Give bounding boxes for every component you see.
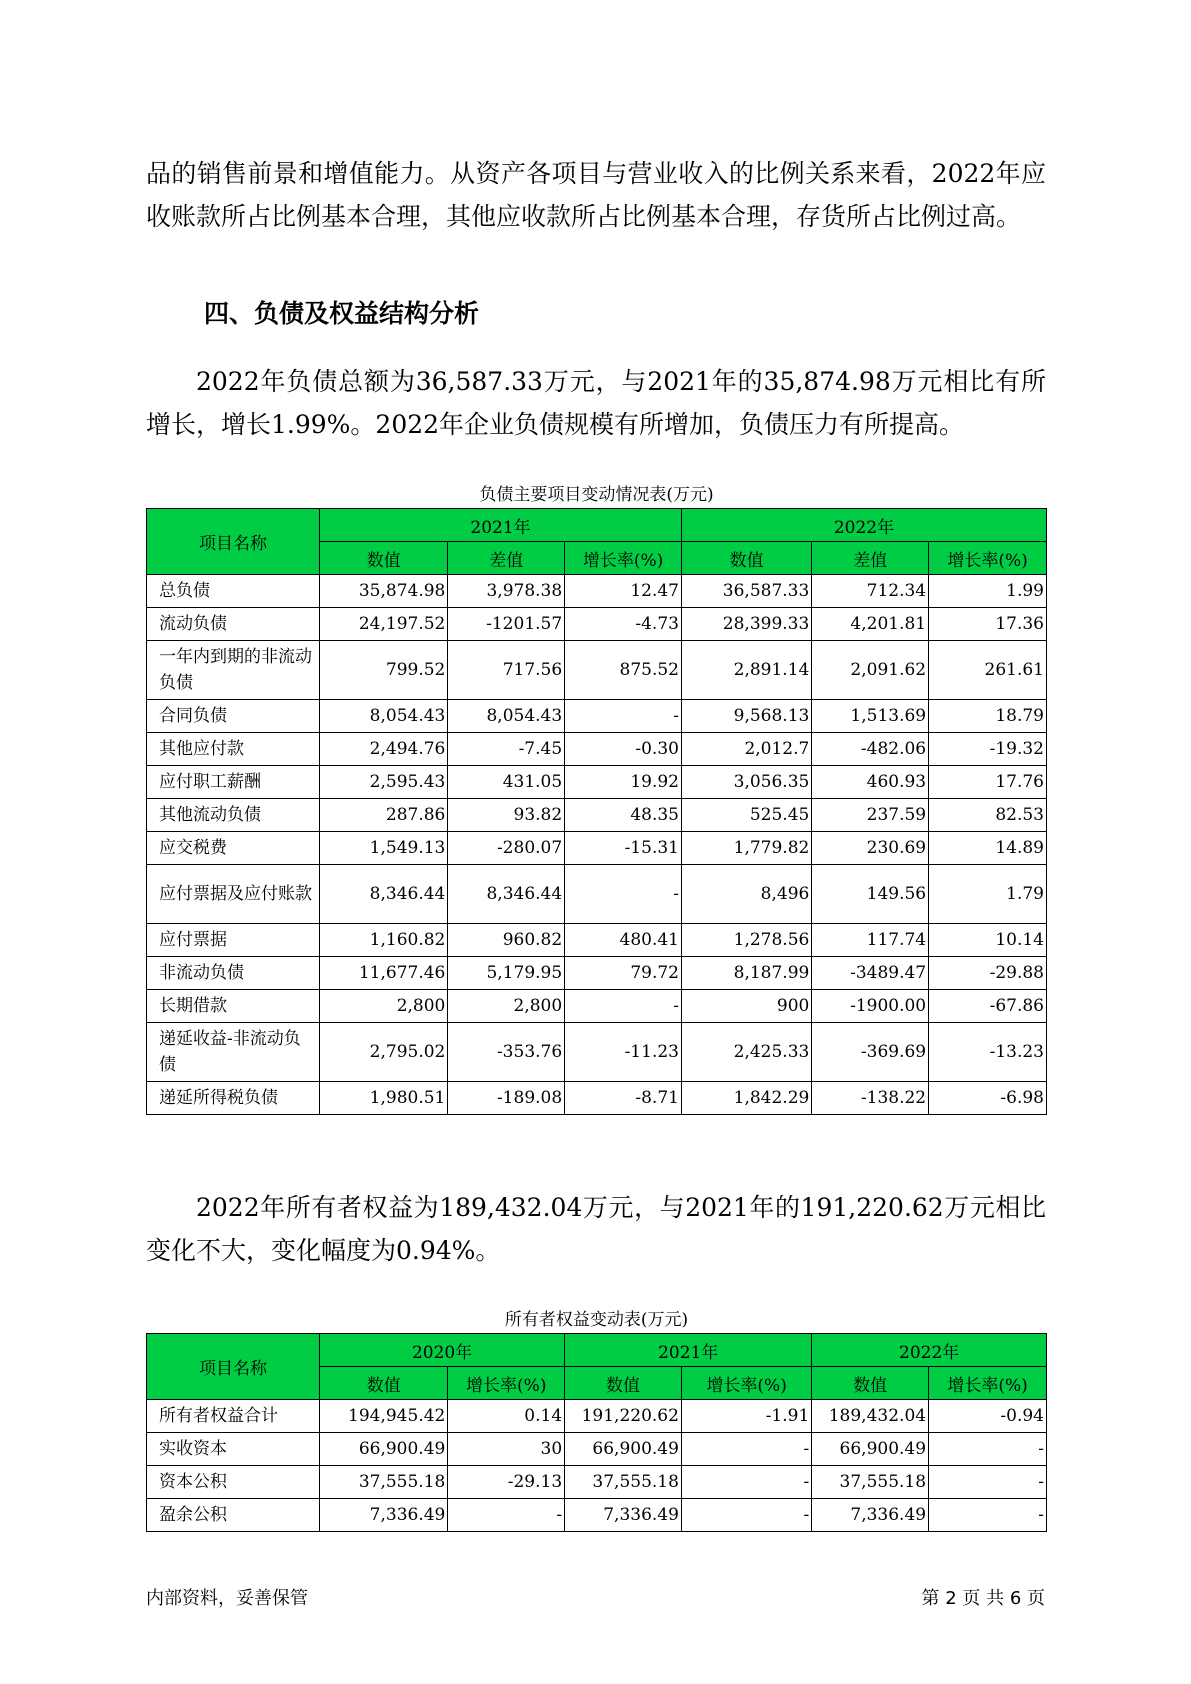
liability-year-header: 2022年 [681, 509, 1046, 542]
liability-cell: 2,425.33 [681, 1023, 811, 1082]
liability-table-row [147, 924, 1047, 957]
liability-cell: -67.86 [929, 990, 1047, 1023]
liability-cell: -0.30 [565, 733, 682, 766]
liability-cell: -138.22 [812, 1082, 929, 1115]
liability-cell: 24,197.52 [320, 608, 448, 641]
liability-cell: 1.99 [929, 575, 1047, 608]
liability-table-row [147, 608, 1047, 641]
equity-row-name: 所有者权益合计 [147, 1400, 320, 1433]
liability-cell: 12.47 [565, 575, 682, 608]
liability-table [146, 508, 1047, 1115]
liability-cell: - [565, 865, 682, 924]
liability-cell: 480.41 [565, 924, 682, 957]
equity-row-name: 盈余公积 [147, 1499, 320, 1532]
liability-cell: 17.76 [929, 766, 1047, 799]
liability-cell: 18.79 [929, 700, 1047, 733]
equity-cell: 66,900.49 [320, 1433, 448, 1466]
liability-cell: 2,795.02 [320, 1023, 448, 1082]
liability-cell: 1,513.69 [812, 700, 929, 733]
liability-cell: 4,201.81 [812, 608, 929, 641]
liability-cell: -189.08 [448, 1082, 565, 1115]
liability-cell: 35,874.98 [320, 575, 448, 608]
liability-table-row [147, 799, 1047, 832]
liability-cell: 14.89 [929, 832, 1047, 865]
liability-table-row [147, 865, 1047, 924]
liability-cell: 93.82 [448, 799, 565, 832]
equity-cell: 66,900.49 [812, 1433, 929, 1466]
liability-cell: -8.71 [565, 1082, 682, 1115]
liability-table-row [147, 733, 1047, 766]
liability-row-name: 应付职工薪酬 [147, 766, 320, 799]
equity-cell: 37,555.18 [812, 1466, 929, 1499]
liability-cell: 1,160.82 [320, 924, 448, 957]
liability-cell: -369.69 [812, 1023, 929, 1082]
liability-cell: -3489.47 [812, 957, 929, 990]
liability-cell: 8,346.44 [448, 865, 565, 924]
liability-cell: 900 [681, 990, 811, 1023]
equity-item-header: 项目名称 [147, 1334, 320, 1400]
liability-cell: 2,891.14 [681, 641, 811, 700]
liability-cell: 2,800 [320, 990, 448, 1023]
equity-table-row [147, 1499, 1047, 1532]
liability-table-caption: 负债主要项目变动情况表(万元) [479, 485, 714, 505]
liability-cell: 3,056.35 [681, 766, 811, 799]
liability-table-row [147, 957, 1047, 990]
liability-cell: 8,496 [681, 865, 811, 924]
equity-year-header: 2022年 [812, 1334, 1047, 1367]
liability-cell: -6.98 [929, 1082, 1047, 1115]
liability-cell: -19.32 [929, 733, 1047, 766]
liability-row-name: 合同负债 [147, 700, 320, 733]
liability-cell: 82.53 [929, 799, 1047, 832]
equity-cell: - [681, 1499, 811, 1532]
liability-row-name: 应付票据 [147, 924, 320, 957]
liability-cell: -482.06 [812, 733, 929, 766]
liability-cell: 11,677.46 [320, 957, 448, 990]
liability-cell: 287.86 [320, 799, 448, 832]
liability-cell: -11.23 [565, 1023, 682, 1082]
liability-cell: 230.69 [812, 832, 929, 865]
equity-sub-header: 增长率(%) [448, 1367, 565, 1400]
liability-cell: 36,587.33 [681, 575, 811, 608]
equity-cell: -29.13 [448, 1466, 565, 1499]
liability-sub-header: 数值 [320, 542, 448, 575]
liability-table-row [147, 1023, 1047, 1082]
equity-sub-header: 数值 [320, 1367, 448, 1400]
equity-cell: -0.94 [929, 1400, 1047, 1433]
liability-row-name: 应付票据及应付账款 [147, 865, 320, 924]
equity-cell: 66,900.49 [565, 1433, 682, 1466]
liability-sub-header: 数值 [681, 542, 811, 575]
paragraph-asset-ratio: 品的销售前景和增值能力。从资产各项目与营业收入的比例关系来看，2022年应收账款所占比例基本合理，其他应收款所占比例基本合理，存货所占比例过高。 [146, 159, 1046, 231]
liability-cell: 3,978.38 [448, 575, 565, 608]
equity-row-name: 实收资本 [147, 1433, 320, 1466]
liability-cell: 261.61 [929, 641, 1047, 700]
equity-cell: -1.91 [681, 1400, 811, 1433]
footer-confidential-note: 内部资料，妥善保管 [146, 1588, 308, 1609]
liability-cell: 79.72 [565, 957, 682, 990]
equity-cell: 30 [448, 1433, 565, 1466]
equity-table-row [147, 1466, 1047, 1499]
liability-sub-header: 差值 [448, 542, 565, 575]
liability-cell: 460.93 [812, 766, 929, 799]
equity-cell: 37,555.18 [565, 1466, 682, 1499]
liability-cell: - [565, 700, 682, 733]
liability-row-name: 流动负债 [147, 608, 320, 641]
liability-cell: -15.31 [565, 832, 682, 865]
equity-cell: - [448, 1499, 565, 1532]
liability-cell: 2,800 [448, 990, 565, 1023]
liability-cell: 875.52 [565, 641, 682, 700]
liability-cell: 2,091.62 [812, 641, 929, 700]
liability-cell: -1201.57 [448, 608, 565, 641]
liability-row-name: 递延所得税负债 [147, 1082, 320, 1115]
liability-cell: -7.45 [448, 733, 565, 766]
liability-cell: 19.92 [565, 766, 682, 799]
liability-cell: -4.73 [565, 608, 682, 641]
equity-cell: - [929, 1499, 1047, 1532]
equity-cell: 37,555.18 [320, 1466, 448, 1499]
liability-cell: -1900.00 [812, 990, 929, 1023]
equity-cell: 7,336.49 [565, 1499, 682, 1532]
equity-sub-header: 数值 [565, 1367, 682, 1400]
equity-row-name: 资本公积 [147, 1466, 320, 1499]
liability-cell: 17.36 [929, 608, 1047, 641]
liability-row-name: 非流动负债 [147, 957, 320, 990]
paragraph-liability-summary: 2022年负债总额为36,587.33万元，与2021年的35,874.98万元相比有所增长，增长1.99%。2022年企业负债规模有所增加，负债压力有所提高。 [146, 367, 1046, 439]
liability-cell: 712.34 [812, 575, 929, 608]
liability-cell: - [565, 990, 682, 1023]
liability-table-row [147, 575, 1047, 608]
liability-row-name: 其他流动负债 [147, 799, 320, 832]
paragraph-equity-summary: 2022年所有者权益为189,432.04万元，与2021年的191,220.62万元相比变化不大，变化幅度为0.94%。 [146, 1193, 1046, 1265]
equity-cell: 194,945.42 [320, 1400, 448, 1433]
equity-table [146, 1333, 1047, 1532]
liability-cell: 1,549.13 [320, 832, 448, 865]
equity-table-row [147, 1400, 1047, 1433]
liability-sub-header: 增长率(%) [565, 542, 682, 575]
liability-table-row [147, 1082, 1047, 1115]
equity-cell: 7,336.49 [812, 1499, 929, 1532]
liability-row-name: 长期借款 [147, 990, 320, 1023]
equity-year-header: 2021年 [565, 1334, 812, 1367]
liability-year-header: 2021年 [320, 509, 682, 542]
equity-cell: - [929, 1433, 1047, 1466]
equity-cell: 0.14 [448, 1400, 565, 1433]
equity-cell: - [929, 1466, 1047, 1499]
equity-cell: 189,432.04 [812, 1400, 929, 1433]
liability-cell: 1,779.82 [681, 832, 811, 865]
liability-cell: 8,346.44 [320, 865, 448, 924]
liability-cell: 431.05 [448, 766, 565, 799]
equity-table-caption: 所有者权益变动表(万元) [504, 1310, 689, 1330]
equity-cell: 7,336.49 [320, 1499, 448, 1532]
liability-cell: 2,595.43 [320, 766, 448, 799]
liability-cell: 799.52 [320, 641, 448, 700]
liability-cell: 48.35 [565, 799, 682, 832]
liability-table-row [147, 990, 1047, 1023]
liability-cell: 960.82 [448, 924, 565, 957]
liability-cell: -280.07 [448, 832, 565, 865]
section-heading: 四、负债及权益结构分析 [204, 299, 480, 328]
liability-table-row [147, 832, 1047, 865]
liability-cell: 8,187.99 [681, 957, 811, 990]
liability-cell: 10.14 [929, 924, 1047, 957]
equity-cell: - [681, 1433, 811, 1466]
equity-year-header: 2020年 [320, 1334, 565, 1367]
liability-cell: 2,012.7 [681, 733, 811, 766]
equity-cell: - [681, 1466, 811, 1499]
liability-cell: -29.88 [929, 957, 1047, 990]
liability-cell: 525.45 [681, 799, 811, 832]
liability-cell: 28,399.33 [681, 608, 811, 641]
liability-table-row [147, 641, 1047, 700]
liability-cell: 717.56 [448, 641, 565, 700]
liability-cell: 1,278.56 [681, 924, 811, 957]
equity-table-row [147, 1433, 1047, 1466]
liability-cell: 5,179.95 [448, 957, 565, 990]
equity-sub-header: 数值 [812, 1367, 929, 1400]
liability-row-name: 一年内到期的非流动负债 [147, 641, 320, 700]
liability-row-name: 其他应付款 [147, 733, 320, 766]
liability-table-row [147, 766, 1047, 799]
liability-row-name: 递延收益-非流动负债 [147, 1023, 320, 1082]
equity-sub-header: 增长率(%) [681, 1367, 811, 1400]
liability-cell: 1.79 [929, 865, 1047, 924]
liability-cell: 8,054.43 [320, 700, 448, 733]
liability-cell: 8,054.43 [448, 700, 565, 733]
liability-sub-header: 差值 [812, 542, 929, 575]
liability-cell: -353.76 [448, 1023, 565, 1082]
liability-cell: 2,494.76 [320, 733, 448, 766]
footer-page-number: 第 2 页 共 6 页 [921, 1588, 1045, 1609]
liability-cell: 117.74 [812, 924, 929, 957]
liability-cell: 149.56 [812, 865, 929, 924]
liability-cell: -13.23 [929, 1023, 1047, 1082]
liability-cell: 237.59 [812, 799, 929, 832]
liability-sub-header: 增长率(%) [929, 542, 1047, 575]
equity-sub-header: 增长率(%) [929, 1367, 1047, 1400]
liability-item-header: 项目名称 [147, 509, 320, 575]
liability-cell: 9,568.13 [681, 700, 811, 733]
liability-table-row [147, 700, 1047, 733]
liability-row-name: 应交税费 [147, 832, 320, 865]
equity-cell: 191,220.62 [565, 1400, 682, 1433]
liability-cell: 1,842.29 [681, 1082, 811, 1115]
liability-cell: 1,980.51 [320, 1082, 448, 1115]
liability-row-name: 总负债 [147, 575, 320, 608]
